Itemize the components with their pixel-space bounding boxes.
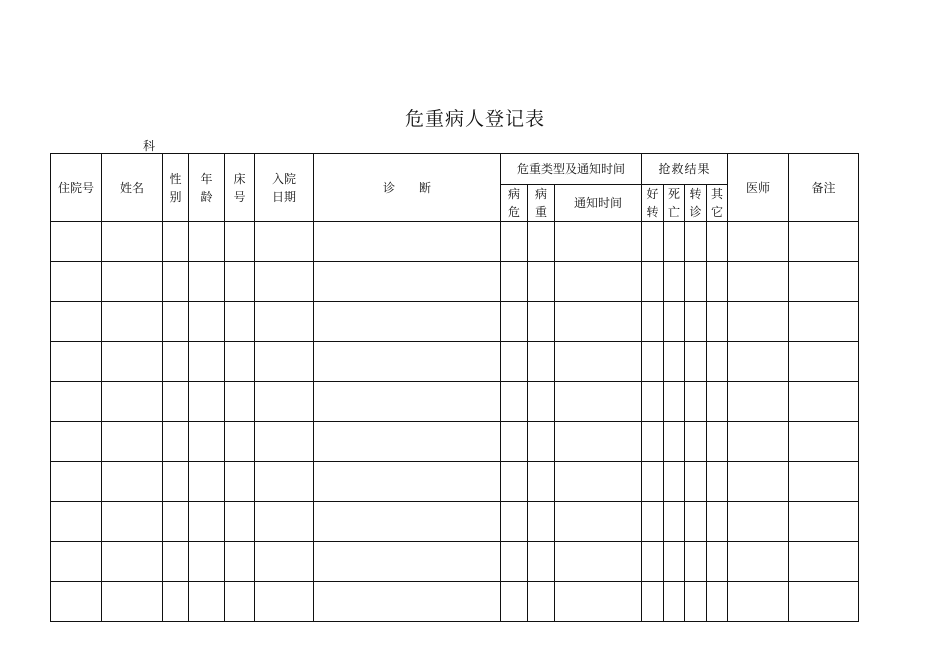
table-cell[interactable]: [728, 422, 789, 462]
table-cell[interactable]: [189, 462, 225, 502]
table-row: [51, 342, 859, 382]
table-cell[interactable]: [707, 302, 728, 342]
table-cell[interactable]: [255, 342, 314, 382]
table-cell[interactable]: [707, 382, 728, 422]
header-age: 年 龄: [189, 154, 225, 222]
table-row: [51, 542, 859, 582]
table-cell[interactable]: [314, 502, 501, 542]
table-cell[interactable]: [189, 302, 225, 342]
table-cell[interactable]: [189, 502, 225, 542]
register-table: [50, 153, 859, 622]
table-cell[interactable]: [225, 262, 255, 302]
table-cell[interactable]: [707, 542, 728, 582]
table-cell[interactable]: [707, 222, 728, 262]
table-cell[interactable]: [728, 262, 789, 302]
table-cell[interactable]: [102, 302, 163, 342]
table-cell[interactable]: [707, 462, 728, 502]
table-cell[interactable]: [189, 542, 225, 582]
table-cell[interactable]: [255, 382, 314, 422]
header-remarks: 备注: [789, 154, 859, 222]
table-cell[interactable]: [314, 462, 501, 502]
table-cell[interactable]: [664, 262, 685, 302]
table-cell[interactable]: [225, 422, 255, 462]
table-cell[interactable]: [789, 382, 859, 422]
table-cell[interactable]: [163, 222, 189, 262]
table-cell[interactable]: [685, 542, 707, 582]
table-cell[interactable]: [528, 542, 555, 582]
table-cell[interactable]: [664, 302, 685, 342]
table-cell[interactable]: [642, 262, 664, 302]
table-cell[interactable]: [728, 462, 789, 502]
header-other: 其 它: [707, 185, 728, 222]
table-cell[interactable]: [51, 462, 102, 502]
table-cell[interactable]: [102, 582, 163, 622]
table-cell[interactable]: [555, 222, 642, 262]
table-cell[interactable]: [528, 382, 555, 422]
header-improved: 好 转: [642, 185, 664, 222]
table-cell[interactable]: [789, 462, 859, 502]
table-cell[interactable]: [501, 542, 528, 582]
table-cell[interactable]: [501, 302, 528, 342]
table-cell[interactable]: [642, 382, 664, 422]
header-critical: 病 危: [501, 185, 528, 222]
table-cell[interactable]: [102, 542, 163, 582]
table-cell[interactable]: [685, 262, 707, 302]
table-cell[interactable]: [102, 382, 163, 422]
table-cell[interactable]: [528, 302, 555, 342]
table-cell[interactable]: [789, 222, 859, 262]
table-cell[interactable]: [51, 422, 102, 462]
table-cell[interactable]: [685, 382, 707, 422]
table-cell[interactable]: [685, 582, 707, 622]
table-cell[interactable]: [642, 422, 664, 462]
table-cell[interactable]: [225, 222, 255, 262]
table-cell[interactable]: [728, 222, 789, 262]
table-cell[interactable]: [314, 262, 501, 302]
table-cell[interactable]: [555, 542, 642, 582]
table-cell[interactable]: [789, 502, 859, 542]
table-cell[interactable]: [642, 222, 664, 262]
table-row: [51, 302, 859, 342]
table-cell[interactable]: [51, 542, 102, 582]
department-blank[interactable]: [76, 140, 142, 154]
table-cell[interactable]: [51, 302, 102, 342]
header-sex: 性 别: [163, 154, 189, 222]
table-cell[interactable]: [314, 342, 501, 382]
table-cell[interactable]: [789, 542, 859, 582]
table-cell[interactable]: [555, 262, 642, 302]
header-row-1: [51, 154, 859, 185]
table-cell[interactable]: [225, 302, 255, 342]
table-cell[interactable]: [189, 422, 225, 462]
header-bed: 床 号: [225, 154, 255, 222]
table-cell[interactable]: [528, 222, 555, 262]
table-cell[interactable]: [642, 582, 664, 622]
table-cell[interactable]: [255, 302, 314, 342]
table-cell[interactable]: [255, 222, 314, 262]
table-cell[interactable]: [255, 262, 314, 302]
table-cell[interactable]: [555, 422, 642, 462]
department-suffix: 科: [143, 139, 156, 153]
table-cell[interactable]: [789, 582, 859, 622]
table-cell[interactable]: [163, 262, 189, 302]
table-cell[interactable]: [528, 462, 555, 502]
table-cell[interactable]: [642, 542, 664, 582]
table-cell[interactable]: [314, 542, 501, 582]
header-doctor: 医师: [728, 154, 789, 222]
table-row: [51, 502, 859, 542]
table-cell[interactable]: [51, 342, 102, 382]
table-cell[interactable]: [163, 422, 189, 462]
table-cell[interactable]: [728, 382, 789, 422]
table-cell[interactable]: [642, 302, 664, 342]
table-cell[interactable]: [642, 342, 664, 382]
table-cell[interactable]: [255, 502, 314, 542]
table-cell[interactable]: [707, 502, 728, 542]
table-cell[interactable]: [225, 542, 255, 582]
header-critical-group: 危重类型及通知时间: [501, 154, 642, 185]
table-cell[interactable]: [685, 462, 707, 502]
table-cell[interactable]: [51, 382, 102, 422]
table-cell[interactable]: [707, 262, 728, 302]
table-cell[interactable]: [102, 342, 163, 382]
header-name: 姓名: [102, 154, 163, 222]
table-cell[interactable]: [501, 342, 528, 382]
table-cell[interactable]: [501, 582, 528, 622]
table-cell[interactable]: [163, 302, 189, 342]
table-cell[interactable]: [102, 262, 163, 302]
table-cell[interactable]: [102, 222, 163, 262]
header-diagnosis: 诊 断: [314, 154, 501, 222]
header-transfer: 转 诊: [685, 185, 707, 222]
table-cell[interactable]: [642, 502, 664, 542]
table-cell[interactable]: [102, 502, 163, 542]
header-notify-time: 通知时间: [555, 185, 642, 222]
table-cell[interactable]: [789, 302, 859, 342]
table-cell[interactable]: [255, 462, 314, 502]
table-cell[interactable]: [163, 582, 189, 622]
table-cell[interactable]: [664, 502, 685, 542]
table-row: [51, 422, 859, 462]
table-cell[interactable]: [189, 222, 225, 262]
table-cell[interactable]: [664, 222, 685, 262]
table-cell[interactable]: [728, 302, 789, 342]
table-cell[interactable]: [555, 462, 642, 502]
table-cell[interactable]: [664, 342, 685, 382]
table-cell[interactable]: [728, 342, 789, 382]
table-cell[interactable]: [555, 582, 642, 622]
table-cell[interactable]: [664, 382, 685, 422]
table-row: [51, 222, 859, 262]
table-cell[interactable]: [685, 222, 707, 262]
table-cell[interactable]: [314, 222, 501, 262]
table-cell[interactable]: [225, 462, 255, 502]
table-cell[interactable]: [664, 462, 685, 502]
table-cell[interactable]: [163, 382, 189, 422]
table-cell[interactable]: [664, 582, 685, 622]
table-cell[interactable]: [255, 422, 314, 462]
table-cell[interactable]: [163, 462, 189, 502]
table-cell[interactable]: [642, 462, 664, 502]
table-cell[interactable]: [528, 262, 555, 302]
header-rescue-group: 抢救结果: [642, 154, 728, 185]
table-cell[interactable]: [51, 262, 102, 302]
table-cell[interactable]: [501, 262, 528, 302]
table-cell[interactable]: [664, 422, 685, 462]
table-cell[interactable]: [501, 422, 528, 462]
table-cell[interactable]: [789, 422, 859, 462]
table-cell[interactable]: [685, 342, 707, 382]
table-cell[interactable]: [707, 422, 728, 462]
table-cell[interactable]: [501, 382, 528, 422]
table-cell[interactable]: [51, 502, 102, 542]
table-cell[interactable]: [225, 502, 255, 542]
table-cell[interactable]: [789, 262, 859, 302]
table-cell[interactable]: [225, 382, 255, 422]
table-row: [51, 262, 859, 302]
table-cell[interactable]: [555, 502, 642, 542]
table-cell[interactable]: [189, 342, 225, 382]
table-cell[interactable]: [664, 542, 685, 582]
header-admit-date: 入院 日期: [255, 154, 314, 222]
header-admission-no: 住院号: [51, 154, 102, 222]
form-title: 危重病人登记表: [404, 108, 545, 130]
table-cell[interactable]: [555, 382, 642, 422]
header-death: 死 亡: [664, 185, 685, 222]
table-cell[interactable]: [501, 502, 528, 542]
table-cell[interactable]: [189, 382, 225, 422]
table-cell[interactable]: [314, 582, 501, 622]
table-cell[interactable]: [51, 222, 102, 262]
table-cell[interactable]: [685, 422, 707, 462]
table-cell[interactable]: [255, 582, 314, 622]
table-cell[interactable]: [314, 382, 501, 422]
table-cell[interactable]: [102, 422, 163, 462]
table-cell[interactable]: [685, 502, 707, 542]
table-row: [51, 462, 859, 502]
table-cell[interactable]: [163, 502, 189, 542]
table-cell[interactable]: [555, 342, 642, 382]
table-cell[interactable]: [528, 502, 555, 542]
table-cell[interactable]: [789, 342, 859, 382]
table-cell[interactable]: [102, 462, 163, 502]
table-cell[interactable]: [51, 582, 102, 622]
table-cell[interactable]: [555, 302, 642, 342]
table-cell[interactable]: [528, 342, 555, 382]
table-cell[interactable]: [707, 582, 728, 622]
table-cell[interactable]: [314, 302, 501, 342]
table-cell[interactable]: [189, 262, 225, 302]
table-cell[interactable]: [314, 422, 501, 462]
header-serious: 病 重: [528, 185, 555, 222]
table-cell[interactable]: [225, 582, 255, 622]
table-cell[interactable]: [163, 342, 189, 382]
table-cell[interactable]: [707, 342, 728, 382]
table-cell[interactable]: [728, 542, 789, 582]
table-row: [51, 582, 859, 622]
table-cell[interactable]: [728, 582, 789, 622]
table-cell[interactable]: [501, 222, 528, 262]
table-cell[interactable]: [528, 582, 555, 622]
table-cell[interactable]: [163, 542, 189, 582]
table-row: [51, 382, 859, 422]
table-cell[interactable]: [189, 582, 225, 622]
table-cell[interactable]: [528, 422, 555, 462]
table-cell[interactable]: [255, 542, 314, 582]
department-field: [76, 137, 155, 154]
table-cell[interactable]: [501, 462, 528, 502]
table-cell[interactable]: [225, 342, 255, 382]
table-cell[interactable]: [728, 502, 789, 542]
table-cell[interactable]: [685, 302, 707, 342]
